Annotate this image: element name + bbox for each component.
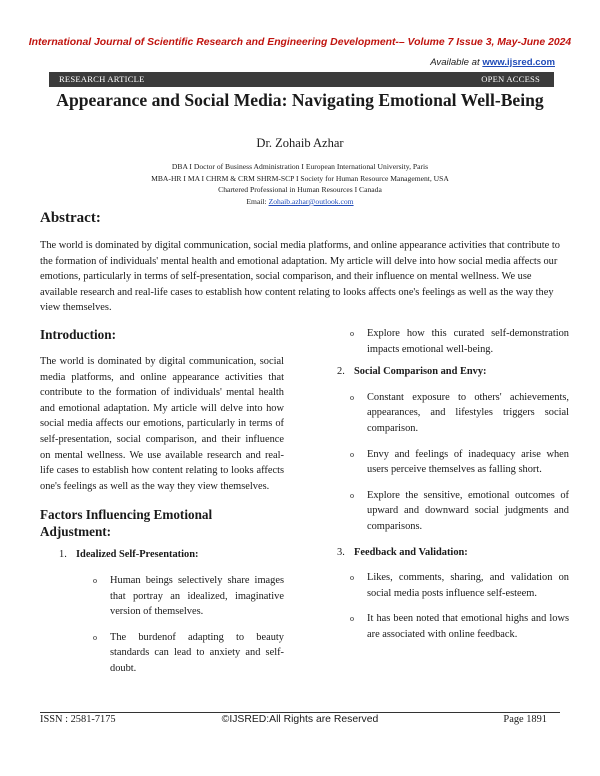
footer-issn: ISSN : 2581-7175 (40, 714, 116, 725)
abstract-heading: Abstract: (40, 210, 101, 226)
affiliation-line: MBA-HR I MA I CHRM & CRM SHRM-SCP I Society for Human Resource Management, USA (151, 173, 449, 183)
bullet-item (323, 390, 569, 437)
bullet-text: The burdenof adapting to beauty standards can lead to anxiety and self-doubt. (110, 631, 284, 674)
factor-number: 1. (59, 549, 67, 561)
email-line (0, 196, 600, 208)
journal-header: International Journal of Scientific Research and Engineering Development-– Volume 7 Issue 3, May-June 2024 (28, 37, 572, 48)
footer-rights: ©IJSRED:All Rights are Reserved (221, 714, 379, 725)
article-title: Appearance and Social Media: Navigating Emotional Well-Being (56, 90, 544, 110)
bullet-item (323, 570, 569, 601)
bullet-text: Explore the sensitive, emotional outcomes of upward and downward social judgments and comparisons. (367, 489, 569, 532)
bullet-text: Human beings selectively share images that portray an idealized, imaginative version of themselves. (110, 574, 284, 618)
factor-number: 3. (337, 546, 345, 558)
bullet-text: Constant exposure to others' achievements, appearances, and lifestyles triggers social comparison. (367, 391, 569, 434)
bullet-item (323, 488, 569, 535)
bullet-item (40, 573, 284, 620)
introduction-heading: Introduction: (40, 327, 116, 342)
bullet-marker: o (350, 392, 354, 402)
bullet-text: Envy and feelings of inadequacy arise when users perceive themselves as falling short. (367, 448, 569, 476)
bullet-marker: o (350, 329, 354, 338)
factor-title: Social Comparison and Envy: (354, 366, 487, 378)
right-column (323, 326, 569, 643)
email-link[interactable]: Zohaib.azhar@outlook.com (268, 196, 354, 206)
author-name: Dr. Zohaib Azhar (256, 136, 344, 150)
bullet-text: Explore how this curated self-demonstration impacts emotional well-being. (367, 328, 569, 355)
bullet-text: It has been noted that emotional highs and lows are associated with online feedback. (367, 613, 569, 640)
footer-divider (40, 712, 560, 713)
factor-number: 2. (337, 366, 345, 378)
bullet-marker: o (350, 449, 354, 459)
bullet-marker: o (350, 573, 354, 583)
factor-item-3 (323, 545, 569, 561)
author-affiliations (0, 161, 600, 207)
bullet-marker: o (350, 490, 354, 500)
banner-open-access: OPEN ACCESS (481, 74, 540, 84)
bullet-item (40, 630, 284, 677)
available-prefix: Available at (430, 57, 480, 68)
bullet-item (323, 447, 569, 478)
factor-title: Feedback and Validation: (354, 546, 468, 558)
availability-line (430, 57, 555, 68)
bullet-marker: o (93, 632, 97, 642)
affiliation-line: DBA I Doctor of Business Administration I European International University, Paris (171, 162, 429, 171)
bullet-marker: o (350, 614, 354, 624)
email-label: Email: (246, 196, 267, 206)
bullet-text: Likes, comments, sharing, and validation on social media posts influence self-esteem. (367, 572, 569, 599)
factor-item-2 (323, 364, 569, 380)
factor-title: Idealized Self-Presentation: (76, 549, 199, 561)
left-column (40, 326, 284, 677)
introduction-text: The world is dominated by digital communication, social media platforms, and online appearance activities that contribute to the formation of individuals' mental health and emotional adaptation. My article will delve into how social media affects our emotions, particularly in terms of self-presentation, social comparison, and their influence on mental wellness. We use available research and real-life cases to establish how content relating to looks affects one's feelings as well as the way they view themselves. (40, 356, 284, 492)
journal-website-link[interactable]: www.ijsred.com (482, 57, 555, 68)
article-type-banner (49, 72, 554, 87)
bullet-item (323, 611, 569, 642)
abstract-text: The world is dominated by digital communication, social media platforms, and online appearance activities that contribute to the formation of individuals' mental health and emotional adaptation. My article will delve into how social media affects our emotions, particularly in terms of self-presentation, social comparison, and their influence on mental wellness. We use available research and real-life cases to establish how content relating to looks affects one's feelings as well as the way they view themselves. (40, 240, 560, 314)
factor-item-1 (40, 547, 284, 563)
footer-page-number: Page 1891 (503, 714, 547, 725)
banner-research-article: RESEARCH ARTICLE (59, 74, 145, 84)
bullet-marker: o (93, 575, 97, 585)
affiliation-line: Chartered Professional in Human Resources I Canada (218, 185, 382, 195)
factors-heading: Factors Influencing Emotional Adjustment: (40, 507, 213, 540)
bullet-item (323, 326, 569, 357)
